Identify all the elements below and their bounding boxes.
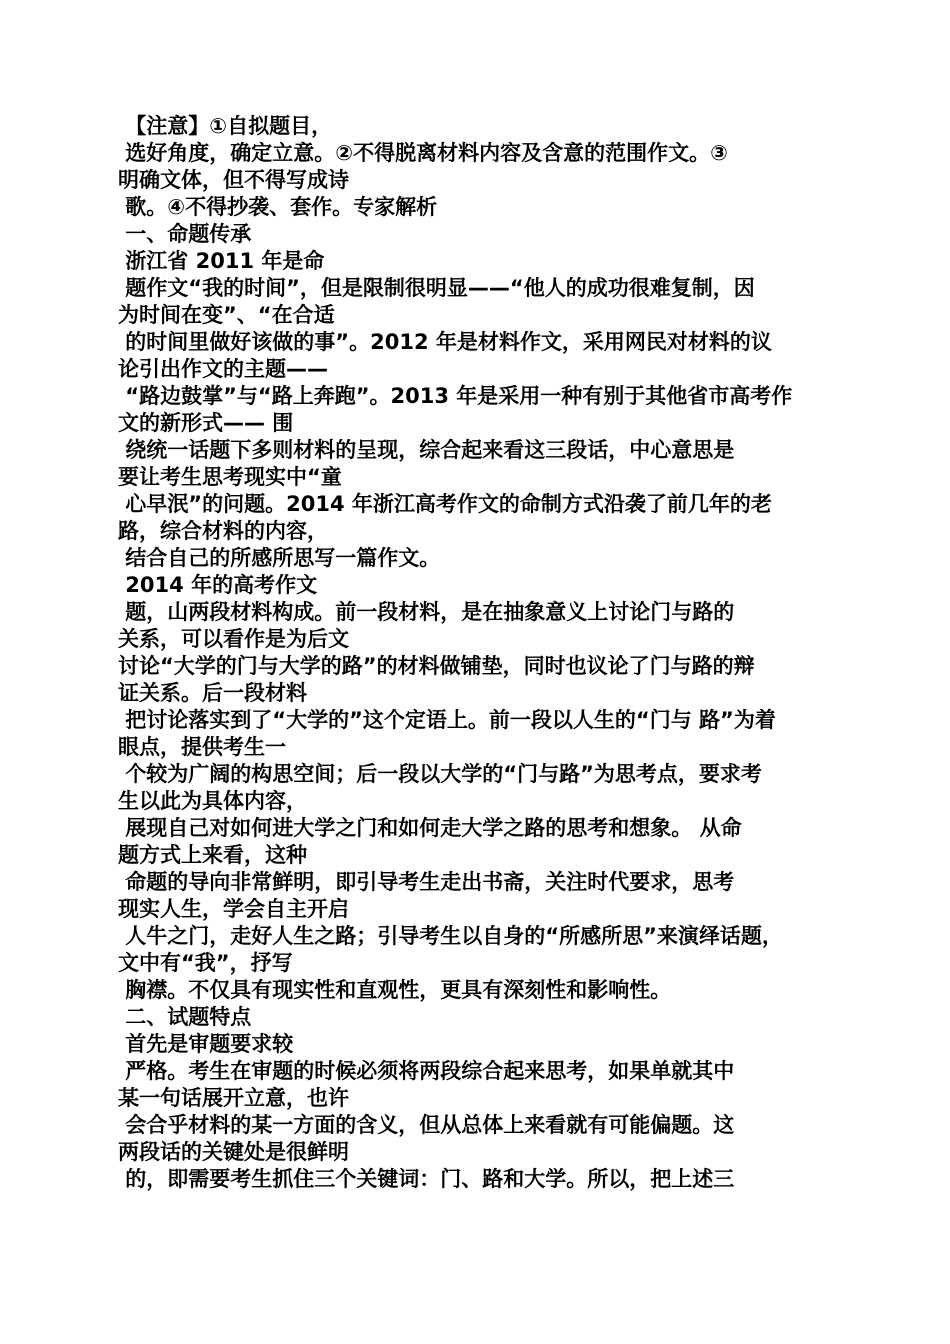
text-line: 展现自己对如何进大学之门和如何走大学之路的思考和想象。 从命 [118,816,742,840]
text-line: 会合乎材料的某一方面的含义，但从总体上来看就有可能偏题。这 [118,1113,735,1137]
text-line: 严格。考生在审题的时候必须将两段综合起来思考，如果单就其中 [118,1059,735,1083]
text-line: 选好角度，确定立意。②不得脱离材料内容及含意的范围作文。③ [118,141,728,165]
text-line: 心早泯”的问题。2014 年浙江高考作文的命制方式沿袭了前几年的老 [118,492,772,516]
text-line: 文中有“我”，抒写 [118,951,293,975]
text-line: 胸襟。不仅具有现实性和直观性，更具有深刻性和影响性。 [118,978,672,1002]
text-line: 论引出作文的主题—— [118,357,328,381]
text-line: 文的新形式—— 围 [118,411,294,435]
text-line: 关系，可以看作是为后文 [118,627,349,651]
text-line: 眼点，提供考生一 [118,735,286,759]
text-line: 浙江省 2011 年是命 [118,249,325,273]
text-line: 人牛之门，走好人生之路；引导考生以自身的“所感所思”来演绎话题， [118,924,783,948]
text-line: 现实人生，学会自主开启 [118,897,349,921]
text-line: 【注意】①自拟题目， [118,114,333,138]
text-line: 2014 年的高考作文 [118,573,318,597]
text-line: 个较为广阔的构思空间；后一段以大学的“门与路”为思考点，要求考 [118,762,762,786]
text-line: 路，综合材料的内容， [118,519,328,543]
text-line: 首先是审题要求较 [118,1032,294,1056]
text-line: 题方式上来看，这种 [118,843,307,867]
text-line: 明确文体，但不得写成诗 [118,168,349,192]
text-line: 歌。④不得抄袭、套作。专家解析 [118,195,438,219]
text-line: 题，山两段材料构成。前一段材料，是在抽象意义上讨论门与路的 [118,600,735,624]
text-line: 结合自己的所感所思写一篇作文。 [118,546,441,570]
text-line: “路边鼓掌”与“路上奔跑”。2013 年是采用一种有别于其他省市高考作 [118,384,793,408]
text-line: 绕统一话题下多则材料的呈现，综合起来看这三段话，中心意思是 [118,438,735,462]
document-body [118,113,858,1193]
text-line: 一、命题传承 [118,222,252,246]
text-line: 二、试题特点 [118,1005,252,1029]
text-line: 证关系。后一段材料 [118,681,307,705]
text-line: 的时间里做好该做的事”。2012 年是材料作文，采用网民对材料的议 [118,330,772,354]
text-line: 命题的导向非常鲜明，即引导考生走出书斋，关注时代要求，思考 [118,870,735,894]
text-line: 两段话的关键处是很鲜明 [118,1140,349,1164]
text-line: 生以此为具体内容， [118,789,307,813]
text-line: 为时间在变”、“在合适 [118,303,335,327]
text-line: 某一句话展开立意，也许 [118,1086,349,1110]
text-line: 题作文“我的时间”，但是限制很明显——“他人的成功很难复制，因 [118,276,755,300]
text-line: 讨论“大学的门与大学的路”的材料做铺垫，同时也议论了门与路的辩 [118,654,755,678]
text-line: 的，即需要考生抓住三个关键词：门、路和大学。所以，把上述三 [118,1167,735,1191]
text-line: 把讨论落实到了“大学的”这个定语上。前一段以人生的“门与 路”为着 [118,708,776,732]
text-line: 要让考生思考现实中“童 [118,465,342,489]
